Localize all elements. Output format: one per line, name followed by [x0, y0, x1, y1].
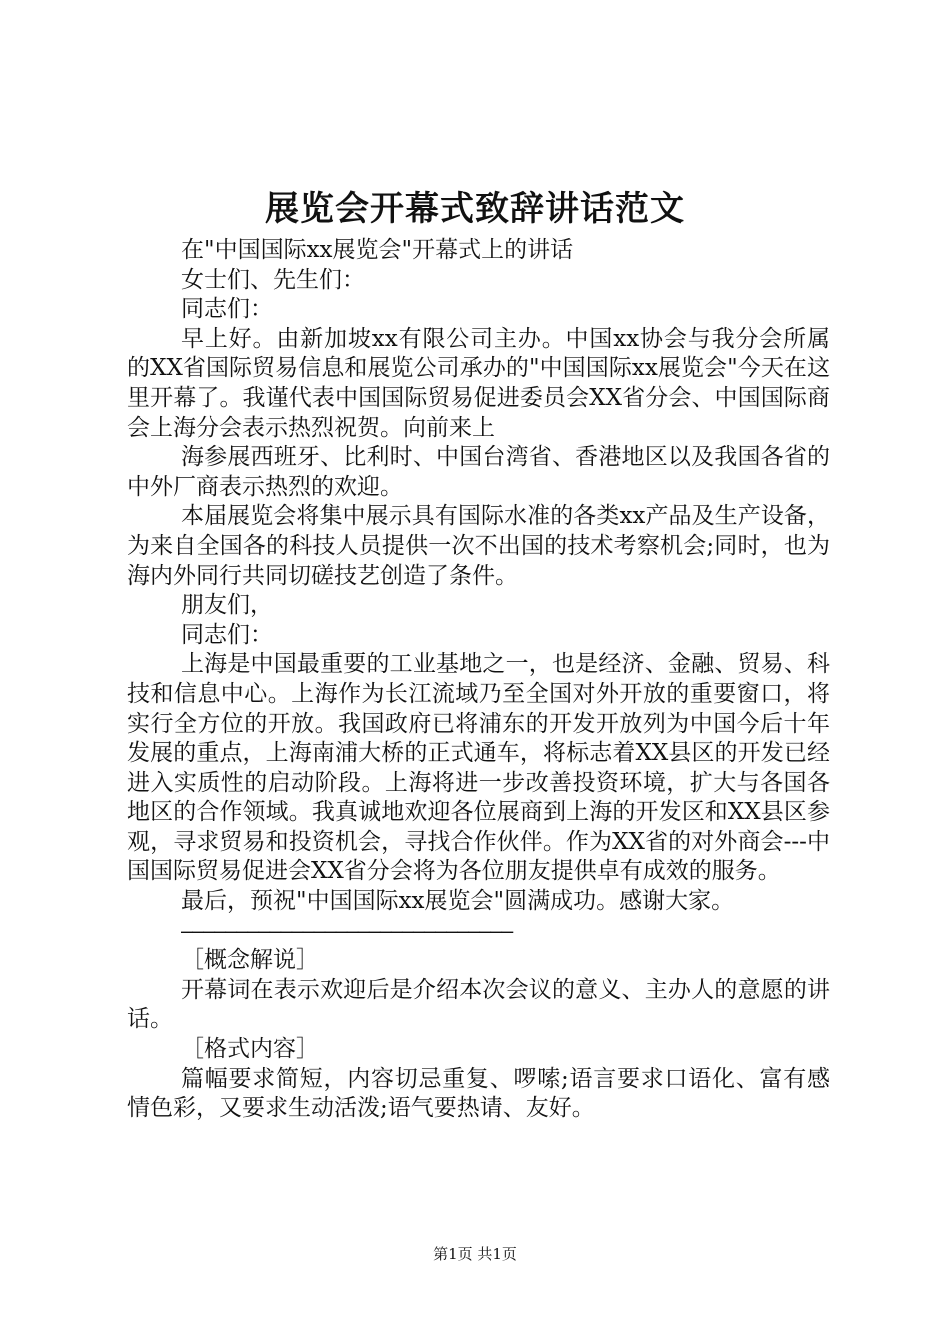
salutation-friends: 朋友们， [181, 592, 273, 619]
paragraph-opening: 早上好。由新加坡xx有限公司主办。中国xx协会与我分会所属的XX省国际贸易信息和展览公司承办的"中国国际xx展览会"今天在这里开幕了。我谨代表中国国际贸易促进委员会XX省分会、中国国际商会上海分会表示热烈祝贺。向前来上 [127, 325, 830, 441]
salutation-ladies-gentlemen: 女士们、先生们： [181, 266, 365, 293]
section-heading-concept: ［概念解说］ [181, 947, 319, 974]
document-title: 展览会开幕式致辞讲话范文 [265, 189, 685, 229]
paragraph-format: 篇幅要求简短，内容切忌重复、啰嗦;语言要求口语化、富有感情色彩，又要求生动活泼;语气要热请、友好。 [127, 1065, 830, 1122]
paragraph-exhibition: 本届展览会将集中展示具有国际水准的各类xx产品及生产设备，为来自全国各的科技人员提供一次不出国的技术考察机会;同时，也为海内外同行共同切磋技艺创造了条件。 [127, 503, 830, 589]
paragraph-closing: 最后，预祝"中国国际xx展览会"圆满成功。感谢大家。 [181, 888, 735, 915]
salutation-comrades-2: 同志们： [181, 621, 273, 648]
section-heading-format: ［格式内容］ [181, 1036, 319, 1063]
salutation-comrades: 同志们： [181, 296, 273, 323]
paragraph-welcome: 海参展西班牙、比利时、中国台湾省、香港地区以及我国各省的中外厂商表示热烈的欢迎。 [127, 444, 830, 500]
document-body [127, 236, 830, 1124]
paragraph-shanghai: 上海是中国最重要的工业基地之一，也是经济、金融、贸易、科技和信息中心。上海作为长江流域乃至全国对外开放的重要窗口，将实行全方位的开放。我国政府已将浦东的开发开放列为中国今后十年发展的重点，上海南浦大桥的正式通车，将标志着XX县区的开发已经进入实质性的启动阶段。上海将进一步改善投资环境，扩大与各国各地区的合作领域。我真诚地欢迎各位展商到上海的开发区和XX县区参观，寻求贸易和投资机会，寻找合作伙伴。作为XX省的对外商会---中国国际贸易促进会XX省分会将为各位朋友提供卓有成效的服务。 [127, 651, 830, 885]
paragraph-concept: 开幕词在表示欢迎后是介绍本次会议的意义、主办人的意愿的讲话。 [127, 976, 830, 1033]
speech-heading: 在"中国国际xx展览会"开幕式上的讲话 [181, 237, 574, 263]
page-number: 第1页 共1页 [433, 1245, 517, 1263]
separator-line: —————————————————————————————— [181, 918, 513, 943]
